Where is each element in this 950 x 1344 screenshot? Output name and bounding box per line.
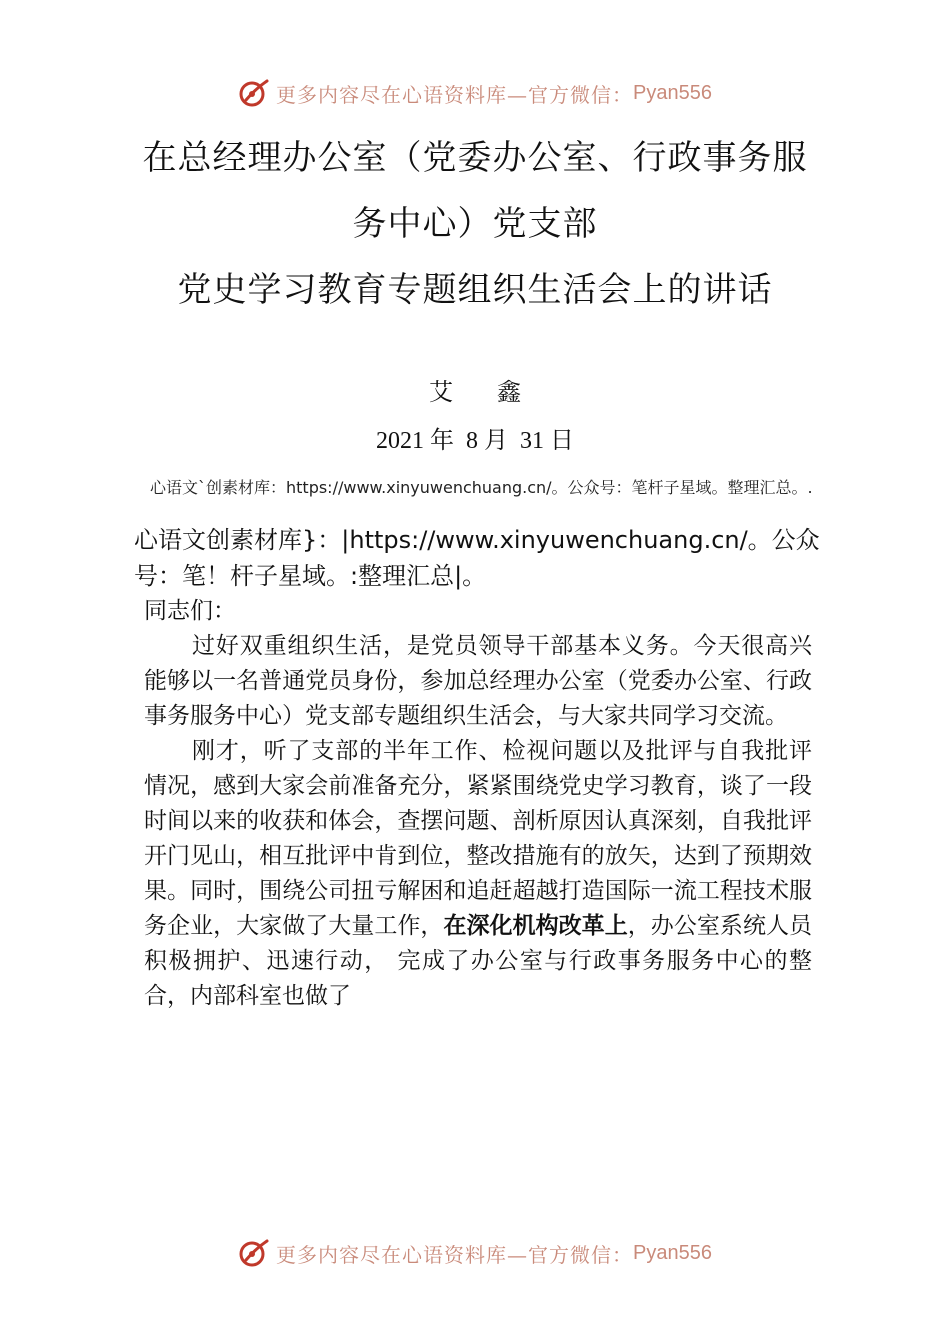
source-note-large: 心语文创素材库}：|https://www.xinyuwenchuang.cn/。公众号：笔！杆子星域。:整理汇总|。	[134, 526, 820, 590]
watermark-wechat-id: Pyan556	[633, 81, 712, 104]
speech-date: 2021 年 8 月 31 日	[376, 428, 574, 454]
source-note-small: 心语文`创素材库：https://www.xinyuwenchuang.cn/。公众号：笔杆子星域。整理汇总。.	[150, 478, 813, 497]
watermark-text: 更多内容尽在心语资料库—官方微信：	[276, 82, 634, 107]
paragraph-2-bold-phrase: 在深化机构改革上	[443, 913, 628, 939]
salutation: 同志们：	[144, 598, 236, 624]
header-watermark	[0, 73, 950, 113]
brand-logo-icon	[238, 1237, 270, 1269]
footer-watermark	[0, 1233, 950, 1273]
speech-body	[144, 594, 812, 1014]
brand-logo-icon	[238, 77, 270, 109]
title-line-1: 在总经理办公室（党委办公室、行政事务服	[142, 138, 808, 178]
paragraph-1: 过好双重组织生活，是党员领导干部基本义务。今天很高兴能够以一名普通党员身份，参加总经理办公室（党委办公室、行政事务服务中心）党支部专题组织生活会，与大家共同学习交流。	[144, 633, 812, 729]
paragraph-2-text-a: 刚才，听了支部的半年工作、检视问题以及批评与自我批评情况，感到大家会前准备充分，紧紧围绕党史学习教育，谈了一段时间以来的收获和体会，查摆问题、剖析原因认真深刻，自我批评开门见山，相互批评中肯到位，整改措施有的放矢，达到了预期效果。同时，围绕公司扭亏解困和追赶超越打造国际一流工程技术服务企业，大家做了大量工作，	[144, 738, 812, 939]
paragraph-2	[144, 734, 812, 1014]
author-name: 艾鑫	[429, 378, 565, 406]
paragraph-2-text-b: ，办公室系统人员积极拥护、迅速行动， 完成了办公室与行政事务服务中心的整合，内部科室也做了	[144, 913, 813, 1009]
watermark-text: 更多内容尽在心语资料库—官方微信：	[276, 1242, 634, 1267]
title-line-2: 务中心）党支部	[352, 204, 598, 244]
watermark-wechat-id: Pyan556	[633, 1241, 712, 1264]
title-line-3: 党史学习教育专题组织生活会上的讲话	[177, 270, 773, 310]
